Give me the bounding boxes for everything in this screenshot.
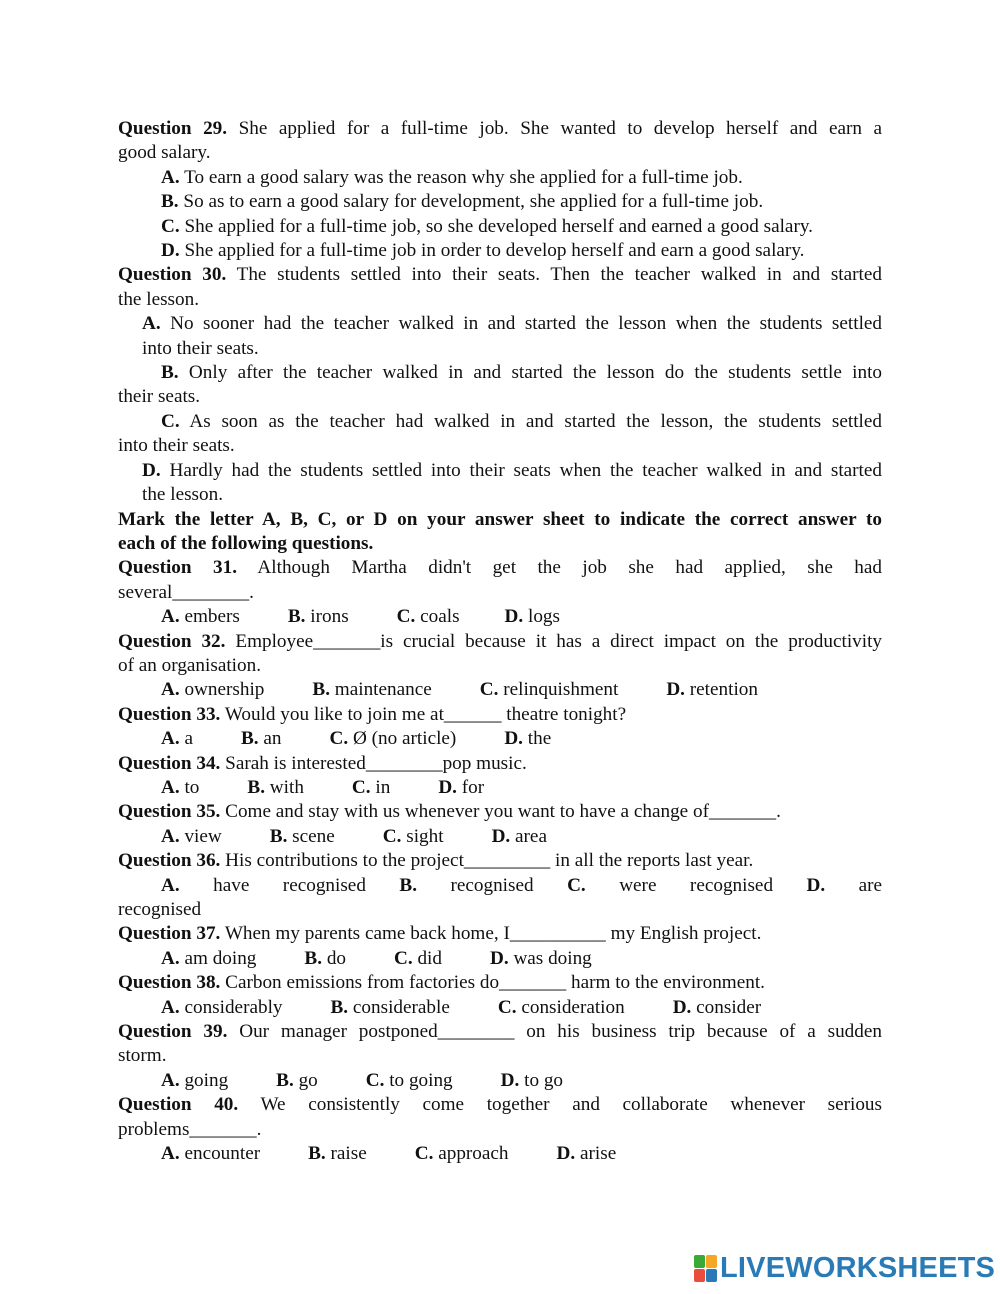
q35-option-a[interactable]: A. view	[161, 825, 222, 847]
question-37: Question 37. When my parents came back home, I__________ my English project.	[118, 923, 762, 945]
q30-option-d-cont: the lesson.	[142, 484, 224, 506]
q34-option-a[interactable]: A. to	[161, 776, 200, 798]
q30-option-c-cont: into their seats.	[118, 435, 235, 457]
q38-option-c[interactable]: C. consideration	[497, 996, 625, 1018]
q34-options	[118, 776, 882, 800]
q30-option-a[interactable]: A. No sooner had the teacher walked in and started the lesson when the students settled	[142, 313, 883, 335]
q31-option-c[interactable]: C. coals	[396, 606, 460, 628]
q36-option-c[interactable]: C. were recognised	[567, 874, 774, 896]
question-33: Question 33. Would you like to join me at______ theatre tonight?	[118, 703, 627, 725]
q32-option-c[interactable]: C. relinquishment	[479, 679, 619, 701]
q39-option-b[interactable]: B. go	[276, 1069, 318, 1091]
question-38: Question 38. Carbon emissions from factories do_______ harm to the environment.	[118, 972, 765, 994]
q39-option-a[interactable]: A. going	[161, 1069, 229, 1091]
q38-option-d[interactable]: D. consider	[672, 996, 762, 1018]
question-39: Question 39. Our manager postponed________ on his business trip because of a sudden	[118, 1021, 882, 1043]
question-35: Question 35. Come and stay with us whenever you want to have a change of_______.	[118, 801, 781, 823]
question-31-cont: several________.	[118, 581, 254, 603]
q40-option-c[interactable]: C. approach	[414, 1143, 509, 1165]
q36-option-d-cont: recognised	[118, 899, 202, 920]
question-29: Question 29. She applied for a full-time job. She wanted to develop herself and earn a	[118, 118, 882, 139]
q37-option-b[interactable]: B. do	[304, 947, 346, 969]
q34-option-b[interactable]: B. with	[247, 776, 304, 798]
q40-option-d[interactable]: D. arise	[556, 1143, 617, 1165]
q32-option-b[interactable]: B. maintenance	[312, 679, 432, 701]
q37-options	[118, 947, 882, 971]
q33-options	[118, 727, 882, 751]
q33-option-c[interactable]: C. Ø (no article)	[329, 728, 457, 750]
question-30-cont: the lesson.	[118, 288, 200, 310]
q38-options	[118, 996, 882, 1020]
q37-option-a[interactable]: A. am doing	[161, 947, 257, 969]
q35-option-b[interactable]: B. scene	[269, 825, 335, 847]
q33-option-a[interactable]: A. a	[161, 728, 193, 750]
q35-option-d[interactable]: D. area	[491, 825, 547, 847]
liveworksheets-logo-text: LIVEWORKSHEETS	[720, 1251, 996, 1284]
q34-option-d[interactable]: D. for	[438, 776, 485, 798]
question-30: Question 30. The students settled into their seats. Then the teacher walked in and started	[118, 264, 882, 286]
q34-option-c[interactable]: C. in	[351, 776, 391, 798]
q31-option-a[interactable]: A. embers	[161, 606, 240, 628]
q38-option-a[interactable]: A. considerably	[161, 996, 283, 1018]
q33-option-b[interactable]: B. an	[240, 728, 282, 750]
question-36: Question 36. His contributions to the project_________ in all the reports last year.	[118, 850, 754, 872]
q40-options	[118, 1142, 882, 1166]
question-40-cont: problems_______.	[118, 1118, 262, 1140]
q29-option-c[interactable]: C. She applied for a full-time job, so she developed herself and earned a good salary.	[161, 215, 813, 237]
q30-option-a-cont: into their seats.	[142, 337, 259, 359]
q35-option-c[interactable]: C. sight	[382, 825, 444, 847]
q32-option-d[interactable]: D. retention	[666, 679, 758, 701]
q30-option-d[interactable]: D. Hardly had the students settled into their seats when the teacher walked in and started	[142, 459, 883, 481]
q35-options	[118, 825, 882, 849]
question-31: Question 31. Although Martha didn't get the job she had applied, she had	[118, 557, 882, 579]
q37-option-c[interactable]: C. did	[394, 947, 442, 969]
q36-option-b[interactable]: B. recognised	[399, 874, 534, 896]
q30-option-b[interactable]: B. Only after the teacher walked in and started the lesson do the students settle into	[161, 362, 883, 384]
q30-option-b-cont: their seats.	[118, 386, 201, 408]
q36-options	[118, 874, 882, 898]
worksheet-page	[118, 117, 882, 1166]
logo-square-blue	[706, 1269, 717, 1282]
q40-option-a[interactable]: A. encounter	[161, 1143, 261, 1165]
liveworksheets-logo-icon	[694, 1255, 716, 1281]
q38-option-b[interactable]: B. considerable	[330, 996, 450, 1018]
question-32: Question 32. Employee_______is crucial because it has a direct impact on the productivity	[118, 630, 883, 652]
q32-option-a[interactable]: A. ownership	[161, 679, 265, 701]
question-40: Question 40. We consistently come together and collaborate whenever serious	[118, 1094, 882, 1116]
q40-option-b[interactable]: B. raise	[308, 1143, 367, 1165]
q29-option-a[interactable]: A. To earn a good salary was the reason why she applied for a full-time job.	[161, 166, 743, 188]
q31-option-d[interactable]: D. logs	[504, 606, 560, 628]
section-instruction: Mark the letter A, B, C, or D on your answer sheet to indicate the correct answer to	[118, 508, 882, 530]
q29-option-b[interactable]: B. So as to earn a good salary for development, she applied for a full-time job.	[161, 191, 764, 213]
question-29-cont: good salary.	[118, 142, 211, 164]
question-39-cont: storm.	[118, 1045, 167, 1067]
q29-option-d[interactable]: D. She applied for a full-time job in order to develop herself and earn a good salary.	[161, 240, 805, 262]
q30-option-c[interactable]: C. As soon as the teacher had walked in and started the lesson, the students settled	[161, 410, 882, 432]
q39-option-d[interactable]: D. to go	[500, 1069, 564, 1091]
q31-option-b[interactable]: B. irons	[287, 606, 349, 628]
question-34: Question 34. Sarah is interested________pop music.	[118, 752, 527, 774]
q36-option-d[interactable]: D. are	[806, 874, 883, 896]
q33-option-d[interactable]: D. the	[504, 728, 552, 750]
q32-options	[118, 678, 882, 702]
q31-options	[118, 605, 882, 629]
question-32-cont: of an organisation.	[118, 654, 261, 676]
q36-option-a[interactable]: A. have recognised	[161, 874, 366, 896]
logo-square-orange	[706, 1255, 717, 1268]
liveworksheets-logo[interactable]	[694, 1253, 995, 1283]
logo-square-green	[694, 1255, 705, 1268]
q37-option-d[interactable]: D. was doing	[489, 947, 592, 969]
logo-square-red	[694, 1269, 705, 1282]
q39-option-c[interactable]: C. to going	[365, 1069, 453, 1091]
q39-options	[118, 1069, 882, 1093]
section-instruction-cont: each of the following questions.	[118, 532, 374, 554]
